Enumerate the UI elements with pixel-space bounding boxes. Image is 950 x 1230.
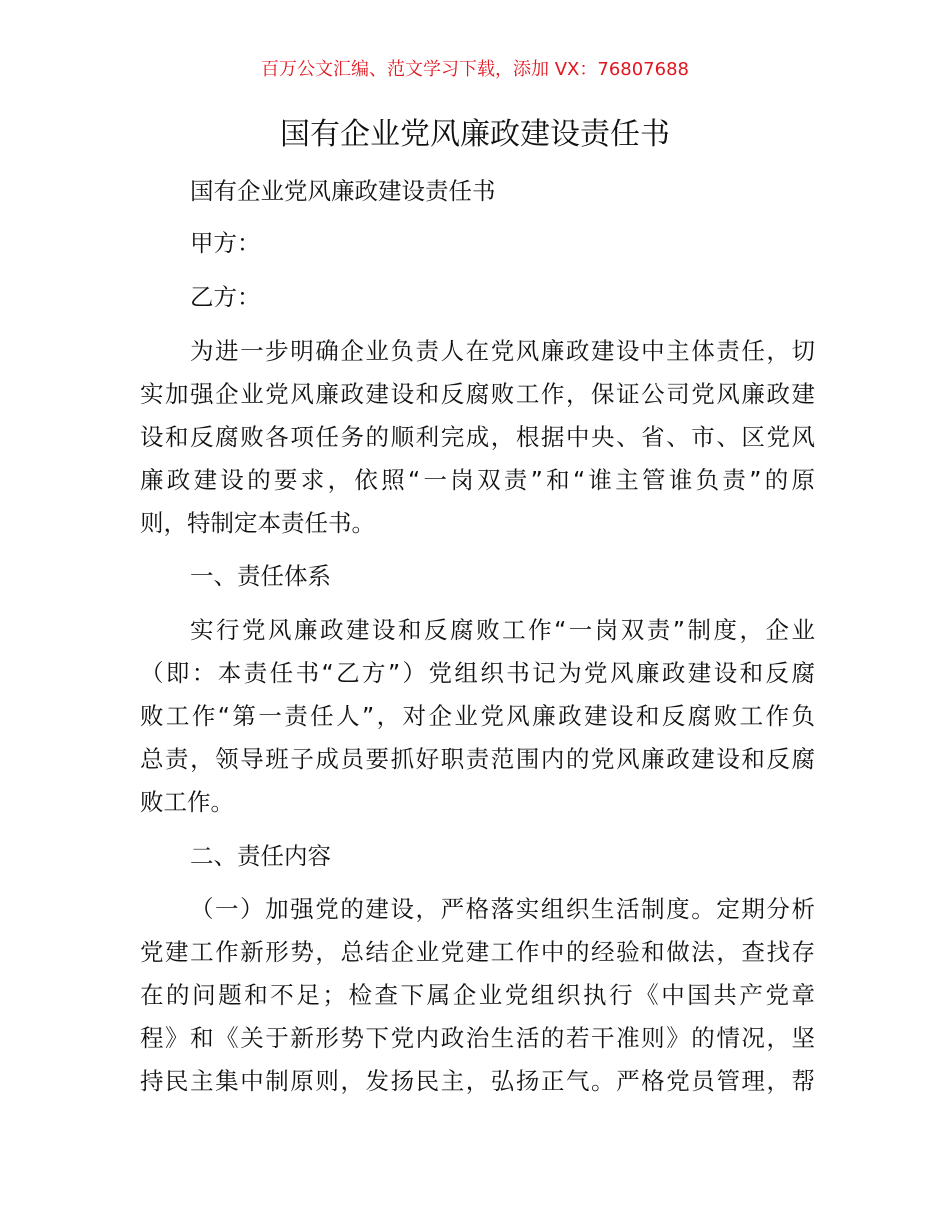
body-text-line: 二、责任内容	[190, 842, 331, 870]
body-text-line: 甲方：	[190, 229, 261, 257]
document-title: 国有企业党风廉政建设责任书	[280, 117, 670, 152]
body-text-line: 实行党风廉政建设和反腐败工作“一岗双责”制度，企业	[190, 616, 815, 644]
body-text-line: 一、责任体系	[190, 562, 331, 590]
body-text-line: 国有企业党风廉政建设责任书	[190, 177, 496, 205]
body-text-line: 为进一步明确企业负责人在党风廉政建设中主体责任，切	[190, 337, 815, 365]
body-text-line: 设和反腐败各项任务的顺利完成，根据中央、省、市、区党风	[140, 423, 815, 451]
body-text-line: （即：本责任书“乙方”）党组织书记为党风廉政建设和反腐	[140, 659, 815, 687]
body-text-line: （一）加强党的建设，严格落实组织生活制度。定期分析	[190, 895, 815, 923]
body-text-line: 实加强企业党风廉政建设和反腐败工作，保证公司党风廉政建	[140, 380, 815, 408]
body-text-line: 败工作“第一责任人”，对企业党风廉政建设和反腐败工作负	[140, 702, 815, 730]
body-text-line: 则，特制定本责任书。	[140, 509, 375, 537]
body-text-line: 总责，领导班子成员要抓好职责范围内的党风廉政建设和反腐	[140, 745, 815, 773]
body-text-line: 廉政建设的要求，依照“一岗双责”和“谁主管谁负责”的原	[140, 466, 815, 494]
body-text-line: 持民主集中制原则，发扬民主，弘扬正气。严格党员管理，帮	[140, 1067, 815, 1095]
body-text-line: 程》和《关于新形势下党内政治生活的若干准则》的情况，坚	[140, 1024, 815, 1052]
body-text-line: 党建工作新形势，总结企业党建工作中的经验和做法，查找存	[140, 938, 815, 966]
body-text-line: 在的问题和不足；检查下属企业党组织执行《中国共产党章	[140, 981, 815, 1009]
body-text-line: 乙方：	[190, 283, 261, 311]
body-text-line: 败工作。	[140, 788, 234, 816]
watermark-header: 百万公文汇编、范文学习下载，添加 VX：76807688	[261, 59, 689, 80]
